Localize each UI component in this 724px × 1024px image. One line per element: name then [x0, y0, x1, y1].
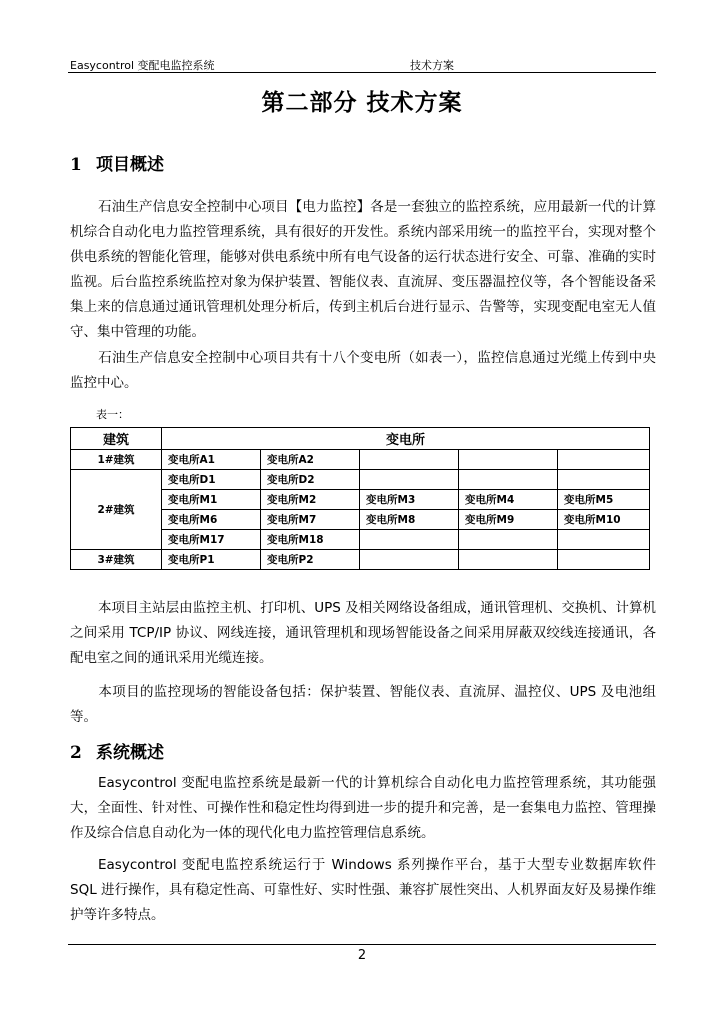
section-1-title: 项目概述	[96, 155, 164, 175]
table-cell	[459, 470, 558, 490]
building-cell: 3#建筑	[71, 550, 162, 570]
table-cell: 变电所M17	[162, 530, 261, 550]
table-cell	[360, 530, 459, 550]
table-cell: 变电所M6	[162, 510, 261, 530]
table-cell	[360, 470, 459, 490]
section-2-paragraph-2: Easycontrol 变配电监控系统运行于 Windows 系列操作平台，基于大型专业数据库软件 SQL 进行操作，具有稳定性高、可靠性好、实时性强、兼容扩展性突出、人机界面友好及易操作维护等许多特点。	[70, 857, 656, 923]
page-header	[68, 54, 656, 73]
table-cell	[558, 550, 650, 570]
table-cell: 变电所P2	[261, 550, 360, 570]
table-row	[71, 470, 650, 490]
table-cell: 变电所A1	[162, 450, 261, 470]
table-header-row	[71, 428, 650, 450]
table-cell	[360, 550, 459, 570]
table-cell	[459, 550, 558, 570]
table-row	[71, 550, 650, 570]
table-cell: 变电所M1	[162, 490, 261, 510]
table-cell: 变电所M9	[459, 510, 558, 530]
table-cell	[459, 450, 558, 470]
table-cell	[558, 450, 650, 470]
section-1-number: 1	[70, 155, 82, 175]
table-cell: 变电所A2	[261, 450, 360, 470]
table-cell	[459, 530, 558, 550]
table-cell: 变电所M10	[558, 510, 650, 530]
table-cell: 变电所M18	[261, 530, 360, 550]
table-row	[71, 450, 650, 470]
page-title: 第二部分 技术方案	[261, 90, 463, 116]
section-1-paragraph-3: 本项目主站层由监控主机、打印机、UPS 及相关网络设备组成，通讯管理机、交换机、计算机之间采用 TCP/IP 协议、网线连接，通讯管理机和现场智能设备之间采用屏蔽双绞线连接通讯，各配电室之间的通讯采用光缆连接。	[70, 600, 656, 666]
building-cell: 2#建筑	[71, 470, 162, 550]
table-cell: 变电所P1	[162, 550, 261, 570]
table-cell: 变电所M7	[261, 510, 360, 530]
table-cell: 变电所D1	[162, 470, 261, 490]
table-cell: 变电所M8	[360, 510, 459, 530]
table-cell: 变电所M4	[459, 490, 558, 510]
page-number: 2	[357, 948, 367, 963]
table-cell: 变电所D2	[261, 470, 360, 490]
table-caption: 表一：	[96, 408, 129, 421]
section-2-paragraph-1: Easycontrol 变配电监控系统是最新一代的计算机综合自动化电力监控管理系统，其功能强大，全面性、针对性、可操作性和稳定性均得到进一步的提升和完善，是一套集电力监控、管理操作及综合信息自动化为一体的现代化电力监控管理信息系统。	[70, 775, 656, 841]
header-doc-name: Easycontrol 变配电监控系统	[70, 59, 215, 72]
section-1-paragraph-2: 石油生产信息安全控制中心项目共有十八个变电所（如表一），监控信息通过光缆上传到中央监控中心。	[70, 350, 656, 391]
table-cell: 变电所M3	[360, 490, 459, 510]
table-cell	[558, 530, 650, 550]
table-cell	[360, 450, 459, 470]
table-cell: 变电所M2	[261, 490, 360, 510]
building-cell: 1#建筑	[71, 450, 162, 470]
header-building: 建筑	[71, 428, 162, 450]
section-1-paragraph-4: 本项目的监控现场的智能设备包括：保护装置、智能仪表、直流屏、温控仪、UPS 及电池组等。	[70, 684, 656, 725]
footer-divider	[68, 944, 656, 945]
section-1-heading	[70, 150, 164, 175]
header-section-name: 技术方案	[410, 59, 454, 72]
table-cell	[558, 470, 650, 490]
section-2-heading	[70, 738, 164, 763]
substation-table	[70, 427, 650, 570]
section-1-paragraph-1: 石油生产信息安全控制中心项目【电力监控】各是一套独立的监控系统，应用最新一代的计算机综合自动化电力监控管理系统，具有很好的开发性。系统内部采用统一的监控平台，实现对整个供电系统的智能化管理，能够对供电系统中所有电气设备的运行状态进行安全、可靠、准确的实时监视。后台监控系统监控对象为保护装置、智能仪表、直流屏、变压器温控仪等，各个智能设备采集上来的信息通过通讯管理机处理分析后，传到主机后台进行显示、告警等，实现变配电室无人值守、集中管理的功能。	[70, 199, 656, 340]
section-2-number: 2	[70, 743, 82, 763]
section-2-title: 系统概述	[96, 743, 164, 763]
table-cell: 变电所M5	[558, 490, 650, 510]
header-substation: 变电所	[162, 428, 650, 450]
